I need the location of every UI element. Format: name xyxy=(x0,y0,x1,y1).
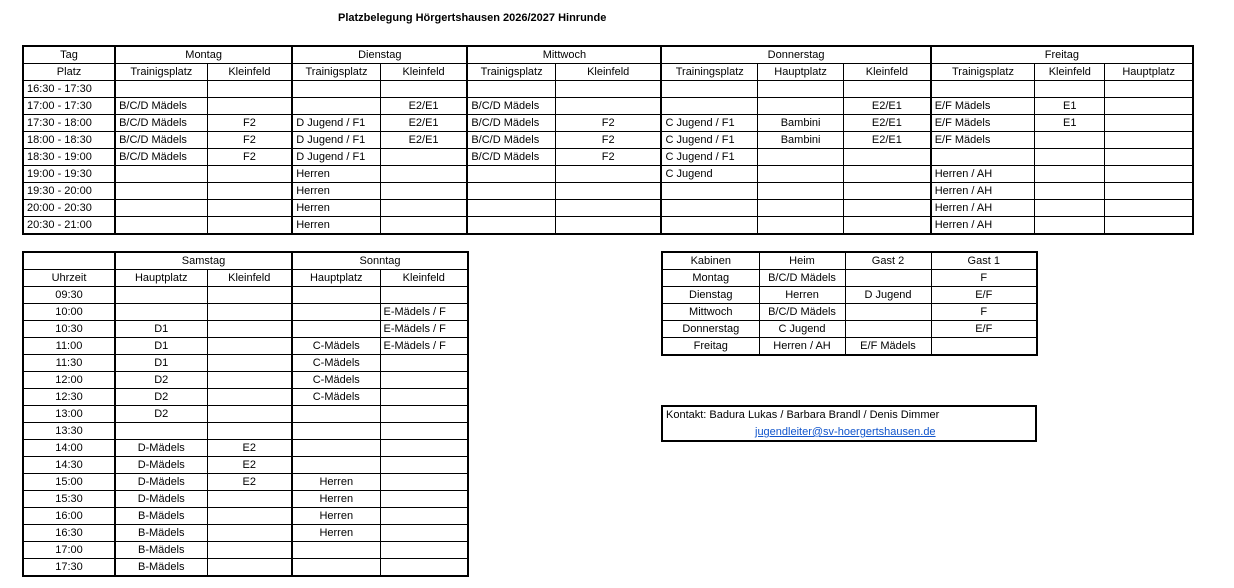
schedule-cell xyxy=(661,200,757,217)
table-row xyxy=(23,423,468,440)
schedule-cell: Herren xyxy=(759,287,845,304)
subheader-cell: Hauptplatz xyxy=(1105,64,1193,81)
schedule-cell xyxy=(845,321,931,338)
subheader-cell: Hauptplatz xyxy=(115,270,207,287)
row-label-cell: 11:00 xyxy=(23,338,115,355)
schedule-cell: F xyxy=(931,270,1037,287)
schedule-cell xyxy=(380,406,468,423)
schedule-cell: F2 xyxy=(207,132,292,149)
schedule-cell xyxy=(758,98,844,115)
schedule-cell xyxy=(292,406,380,423)
schedule-cell xyxy=(1035,183,1105,200)
row-label-cell: 19:00 - 19:30 xyxy=(23,166,115,183)
schedule-cell xyxy=(844,200,931,217)
schedule-cell xyxy=(380,149,467,166)
table-row xyxy=(23,183,1193,200)
schedule-cell: E/F xyxy=(931,287,1037,304)
schedule-cell xyxy=(380,542,468,559)
schedule-cell xyxy=(292,321,380,338)
weekend-subheader-row xyxy=(23,270,468,287)
contact-email-link[interactable]: jugendleiter@sv-hoergertshausen.de xyxy=(755,426,936,438)
schedule-cell xyxy=(207,508,292,525)
schedule-cell xyxy=(380,525,468,542)
table-row xyxy=(662,287,1037,304)
row-label-cell: 09:30 xyxy=(23,287,115,304)
schedule-cell: B-Mädels xyxy=(115,559,207,577)
schedule-cell: C Jugend xyxy=(759,321,845,338)
schedule-cell xyxy=(661,98,757,115)
schedule-cell xyxy=(661,217,757,235)
subheader-cell: Trainingsplatz xyxy=(661,64,757,81)
subheader-cell: Kleinfeld xyxy=(380,270,468,287)
table-row xyxy=(662,270,1037,287)
schedule-cell xyxy=(292,457,380,474)
schedule-cell xyxy=(1105,166,1193,183)
cabins-header-cell: Kabinen xyxy=(662,252,759,270)
schedule-cell xyxy=(1035,200,1105,217)
schedule-cell xyxy=(115,217,207,235)
schedule-cell xyxy=(1105,98,1193,115)
schedule-cell: Herren / AH xyxy=(759,338,845,356)
schedule-cell xyxy=(1035,166,1105,183)
schedule-cell xyxy=(292,287,380,304)
schedule-cell: B/C/D Mädels xyxy=(467,98,555,115)
schedule-cell: D Jugend xyxy=(845,287,931,304)
schedule-cell: E1 xyxy=(1035,115,1105,132)
schedule-cell xyxy=(1035,132,1105,149)
schedule-cell xyxy=(844,149,931,166)
schedule-cell: E2/E1 xyxy=(380,115,467,132)
schedule-cell xyxy=(931,149,1035,166)
schedule-cell xyxy=(555,81,661,98)
row-label-cell: 17:00 - 17:30 xyxy=(23,98,115,115)
row-label-cell: 14:30 xyxy=(23,457,115,474)
table-row xyxy=(23,200,1193,217)
schedule-cell xyxy=(931,81,1035,98)
schedule-cell xyxy=(1105,217,1193,235)
schedule-cell: D1 xyxy=(115,338,207,355)
day-header-dienstag: Dienstag xyxy=(292,46,467,64)
schedule-cell xyxy=(292,81,380,98)
schedule-cell xyxy=(115,423,207,440)
table-row xyxy=(23,457,468,474)
schedule-cell xyxy=(1105,115,1193,132)
row-label-cell: 15:00 xyxy=(23,474,115,491)
table-row xyxy=(662,304,1037,321)
day-header-samstag: Samstag xyxy=(115,252,292,270)
subheader-cell: Kleinfeld xyxy=(380,64,467,81)
schedule-cell xyxy=(380,217,467,235)
day-header-sonntag: Sonntag xyxy=(292,252,468,270)
subheader-cell: Kleinfeld xyxy=(844,64,931,81)
row-label-cell: Montag xyxy=(662,270,759,287)
schedule-cell xyxy=(207,542,292,559)
schedule-cell: D2 xyxy=(115,372,207,389)
contact-names: Kontakt: Badura Lukas / Barbara Brandl / Denis Dimmer xyxy=(666,409,940,421)
platz-label: Platz xyxy=(23,64,115,81)
schedule-cell: C Jugend / F1 xyxy=(661,115,757,132)
row-label-cell: 20:30 - 21:00 xyxy=(23,217,115,235)
schedule-cell xyxy=(380,183,467,200)
schedule-cell: D-Mädels xyxy=(115,491,207,508)
schedule-cell: Herren / AH xyxy=(931,217,1035,235)
table-row xyxy=(23,542,468,559)
day-header-montag: Montag xyxy=(115,46,292,64)
row-label-cell: 16:30 xyxy=(23,525,115,542)
row-label-cell: 10:00 xyxy=(23,304,115,321)
schedule-cell xyxy=(467,166,555,183)
row-label-cell: 17:30 xyxy=(23,559,115,577)
row-label-cell: 11:30 xyxy=(23,355,115,372)
subheader-cell: Trainigsplatz xyxy=(931,64,1035,81)
table-row xyxy=(23,389,468,406)
table-row xyxy=(23,81,1193,98)
row-label-cell: 18:30 - 19:00 xyxy=(23,149,115,166)
schedule-cell xyxy=(115,304,207,321)
schedule-cell: B/C/D Mädels xyxy=(467,132,555,149)
schedule-cell xyxy=(207,183,292,200)
table-row xyxy=(662,338,1037,356)
subheader-cell: Hauptplatz xyxy=(292,270,380,287)
row-label-cell: 13:30 xyxy=(23,423,115,440)
schedule-cell: F xyxy=(931,304,1037,321)
schedule-cell xyxy=(467,183,555,200)
schedule-cell: Herren xyxy=(292,491,380,508)
schedule-cell: E-Mädels / F xyxy=(380,321,468,338)
cabins-header-cell: Gast 2 xyxy=(845,252,931,270)
schedule-cell xyxy=(207,338,292,355)
schedule-cell: D1 xyxy=(115,355,207,372)
schedule-cell xyxy=(758,81,844,98)
schedule-cell xyxy=(1105,81,1193,98)
schedule-cell xyxy=(380,200,467,217)
schedule-cell xyxy=(555,217,661,235)
schedule-cell xyxy=(292,559,380,577)
schedule-cell xyxy=(292,423,380,440)
table-row xyxy=(23,166,1193,183)
schedule-cell xyxy=(844,81,931,98)
cabins-header-cell: Heim xyxy=(759,252,845,270)
table-row xyxy=(23,321,468,338)
schedule-cell: Herren / AH xyxy=(931,200,1035,217)
schedule-cell: Bambini xyxy=(758,115,844,132)
schedule-cell xyxy=(467,200,555,217)
schedule-cell: B/C/D Mädels xyxy=(759,304,845,321)
schedule-cell xyxy=(380,508,468,525)
row-label-cell: 10:30 xyxy=(23,321,115,338)
schedule-cell xyxy=(207,81,292,98)
schedule-cell xyxy=(292,98,380,115)
schedule-cell xyxy=(207,389,292,406)
weekday-schedule-table xyxy=(22,45,1194,235)
schedule-cell: C-Mädels xyxy=(292,372,380,389)
schedule-cell xyxy=(1105,183,1193,200)
schedule-cell: E2 xyxy=(207,474,292,491)
schedule-cell: D-Mädels xyxy=(115,474,207,491)
schedule-cell: Herren xyxy=(292,474,380,491)
table-row xyxy=(23,440,468,457)
day-header-mittwoch: Mittwoch xyxy=(467,46,661,64)
schedule-cell: C-Mädels xyxy=(292,338,380,355)
schedule-cell: E2/E1 xyxy=(844,132,931,149)
schedule-cell xyxy=(661,81,757,98)
schedule-cell xyxy=(292,304,380,321)
schedule-cell: D Jugend / F1 xyxy=(292,132,380,149)
schedule-cell xyxy=(207,98,292,115)
row-label-cell: 15:30 xyxy=(23,491,115,508)
schedule-cell: E2/E1 xyxy=(380,132,467,149)
schedule-cell: B/C/D Mädels xyxy=(115,132,207,149)
weekday-subheader-row xyxy=(23,64,1193,81)
schedule-cell: Herren xyxy=(292,217,380,235)
weekday-header-row xyxy=(23,46,1193,64)
schedule-cell xyxy=(555,98,661,115)
schedule-cell: E/F xyxy=(931,321,1037,338)
schedule-cell: D1 xyxy=(115,321,207,338)
subheader-cell: Trainigsplatz xyxy=(292,64,380,81)
schedule-cell: D-Mädels xyxy=(115,440,207,457)
schedule-cell xyxy=(380,81,467,98)
schedule-cell xyxy=(380,457,468,474)
table-row xyxy=(23,491,468,508)
schedule-cell xyxy=(207,321,292,338)
schedule-cell: F2 xyxy=(555,132,661,149)
schedule-cell: E2/E1 xyxy=(844,98,931,115)
day-header-freitag: Freitag xyxy=(931,46,1193,64)
schedule-cell: Herren xyxy=(292,508,380,525)
row-label-cell: 17:00 xyxy=(23,542,115,559)
schedule-cell xyxy=(207,200,292,217)
schedule-cell: D-Mädels xyxy=(115,457,207,474)
schedule-cell xyxy=(115,183,207,200)
schedule-cell: C-Mädels xyxy=(292,389,380,406)
schedule-cell: Herren xyxy=(292,183,380,200)
schedule-cell xyxy=(758,200,844,217)
schedule-cell: C Jugend / F1 xyxy=(661,132,757,149)
schedule-cell xyxy=(380,389,468,406)
schedule-cell: B/C/D Mädels xyxy=(467,149,555,166)
schedule-cell xyxy=(1035,149,1105,166)
row-label-cell: 18:00 - 18:30 xyxy=(23,132,115,149)
schedule-cell xyxy=(1105,149,1193,166)
schedule-cell xyxy=(555,183,661,200)
schedule-cell: D2 xyxy=(115,389,207,406)
table-row xyxy=(23,132,1193,149)
schedule-cell xyxy=(758,166,844,183)
subheader-cell: Kleinfeld xyxy=(207,64,292,81)
schedule-cell: B/C/D Mädels xyxy=(115,98,207,115)
schedule-cell: F2 xyxy=(555,115,661,132)
day-header-donnerstag: Donnerstag xyxy=(661,46,930,64)
contact-box xyxy=(661,405,1037,442)
schedule-cell xyxy=(467,81,555,98)
schedule-cell xyxy=(380,166,467,183)
schedule-cell xyxy=(207,525,292,542)
schedule-cell: B/C/D Mädels xyxy=(115,149,207,166)
table-row xyxy=(23,287,468,304)
schedule-cell: B-Mädels xyxy=(115,508,207,525)
schedule-cell: D Jugend / F1 xyxy=(292,115,380,132)
weekend-schedule-table xyxy=(22,251,469,577)
table-row xyxy=(23,474,468,491)
schedule-cell xyxy=(467,217,555,235)
schedule-cell xyxy=(380,559,468,577)
schedule-cell: E/F Mädels xyxy=(845,338,931,356)
row-label-cell: 20:00 - 20:30 xyxy=(23,200,115,217)
schedule-cell xyxy=(845,304,931,321)
schedule-cell xyxy=(380,423,468,440)
schedule-cell: C-Mädels xyxy=(292,355,380,372)
schedule-cell: F2 xyxy=(207,149,292,166)
schedule-cell: E/F Mädels xyxy=(931,98,1035,115)
schedule-cell xyxy=(207,491,292,508)
schedule-cell: B/C/D Mädels xyxy=(467,115,555,132)
schedule-cell xyxy=(1105,132,1193,149)
subheader-cell: Trainigsplatz xyxy=(115,64,207,81)
schedule-cell xyxy=(207,287,292,304)
schedule-cell: D Jugend / F1 xyxy=(292,149,380,166)
row-label-cell: Dienstag xyxy=(662,287,759,304)
subheader-cell: Kleinfeld xyxy=(207,270,292,287)
table-row xyxy=(23,372,468,389)
schedule-cell xyxy=(844,166,931,183)
schedule-cell: B/C/D Mädels xyxy=(115,115,207,132)
schedule-cell xyxy=(1035,217,1105,235)
schedule-cell xyxy=(1035,81,1105,98)
cabins-table xyxy=(661,251,1038,356)
schedule-cell: B/C/D Mädels xyxy=(759,270,845,287)
table-row xyxy=(23,217,1193,235)
row-label-cell: 16:00 xyxy=(23,508,115,525)
row-label-cell: 19:30 - 20:00 xyxy=(23,183,115,200)
cabins-header-row xyxy=(662,252,1037,270)
schedule-cell xyxy=(555,166,661,183)
row-label-cell: 17:30 - 18:00 xyxy=(23,115,115,132)
schedule-cell xyxy=(115,200,207,217)
tag-label: Tag xyxy=(23,46,115,64)
schedule-cell: C Jugend xyxy=(661,166,757,183)
schedule-cell: F2 xyxy=(555,149,661,166)
table-row xyxy=(23,508,468,525)
schedule-cell xyxy=(380,287,468,304)
schedule-cell xyxy=(207,217,292,235)
table-row xyxy=(23,525,468,542)
schedule-cell xyxy=(380,440,468,457)
schedule-cell xyxy=(207,304,292,321)
schedule-cell xyxy=(1105,200,1193,217)
table-row xyxy=(662,321,1037,338)
schedule-cell xyxy=(207,406,292,423)
schedule-cell xyxy=(207,355,292,372)
schedule-cell xyxy=(115,166,207,183)
schedule-cell: Herren / AH xyxy=(931,183,1035,200)
schedule-cell xyxy=(115,81,207,98)
schedule-cell xyxy=(207,166,292,183)
table-row xyxy=(23,355,468,372)
schedule-cell: Herren xyxy=(292,200,380,217)
schedule-cell xyxy=(292,542,380,559)
schedule-cell: E2 xyxy=(207,457,292,474)
schedule-cell xyxy=(207,423,292,440)
subheader-cell: Trainigsplatz xyxy=(467,64,555,81)
schedule-cell xyxy=(380,355,468,372)
schedule-cell xyxy=(555,200,661,217)
schedule-cell: E2/E1 xyxy=(380,98,467,115)
table-row xyxy=(23,304,468,321)
schedule-cell xyxy=(844,183,931,200)
schedule-cell: B-Mädels xyxy=(115,542,207,559)
row-label-cell: 14:00 xyxy=(23,440,115,457)
subheader-cell: Kleinfeld xyxy=(1035,64,1105,81)
table-row xyxy=(23,406,468,423)
schedule-cell: E1 xyxy=(1035,98,1105,115)
page-title: Platzbelegung Hörgertshausen 2026/2027 Hinrunde xyxy=(338,12,607,24)
schedule-cell xyxy=(758,149,844,166)
schedule-cell: E-Mädels / F xyxy=(380,338,468,355)
schedule-cell: B-Mädels xyxy=(115,525,207,542)
schedule-cell: C Jugend / F1 xyxy=(661,149,757,166)
schedule-cell xyxy=(380,491,468,508)
schedule-cell xyxy=(844,217,931,235)
schedule-cell: E2/E1 xyxy=(844,115,931,132)
table-row xyxy=(23,559,468,577)
row-label-cell: Freitag xyxy=(662,338,759,356)
schedule-cell: Herren xyxy=(292,166,380,183)
row-label-cell: 12:00 xyxy=(23,372,115,389)
schedule-cell xyxy=(207,372,292,389)
table-row xyxy=(23,338,468,355)
subheader-cell: Hauptplatz xyxy=(758,64,844,81)
cabins-header-cell: Gast 1 xyxy=(931,252,1037,270)
schedule-cell: E/F Mädels xyxy=(931,115,1035,132)
schedule-cell: Herren xyxy=(292,525,380,542)
schedule-cell: D2 xyxy=(115,406,207,423)
row-label-cell: Donnerstag xyxy=(662,321,759,338)
schedule-cell xyxy=(758,183,844,200)
schedule-cell xyxy=(845,270,931,287)
row-label-cell: 12:30 xyxy=(23,389,115,406)
row-label-cell: Mittwoch xyxy=(662,304,759,321)
schedule-cell xyxy=(292,440,380,457)
schedule-cell: F2 xyxy=(207,115,292,132)
uhrzeit-label: Uhrzeit xyxy=(23,270,115,287)
schedule-cell xyxy=(931,338,1037,356)
schedule-cell: E-Mädels / F xyxy=(380,304,468,321)
table-row xyxy=(23,115,1193,132)
empty-corner-cell xyxy=(23,252,115,270)
schedule-cell: Bambini xyxy=(758,132,844,149)
schedule-cell xyxy=(115,287,207,304)
table-row xyxy=(23,149,1193,166)
schedule-cell xyxy=(380,474,468,491)
row-label-cell: 16:30 - 17:30 xyxy=(23,81,115,98)
schedule-cell: Herren / AH xyxy=(931,166,1035,183)
schedule-cell xyxy=(758,217,844,235)
row-label-cell: 13:00 xyxy=(23,406,115,423)
weekend-header-row xyxy=(23,252,468,270)
schedule-cell: E2 xyxy=(207,440,292,457)
table-row xyxy=(23,98,1193,115)
schedule-cell xyxy=(207,559,292,577)
schedule-cell xyxy=(380,372,468,389)
schedule-cell xyxy=(661,183,757,200)
schedule-cell: E/F Mädels xyxy=(931,132,1035,149)
subheader-cell: Kleinfeld xyxy=(555,64,661,81)
